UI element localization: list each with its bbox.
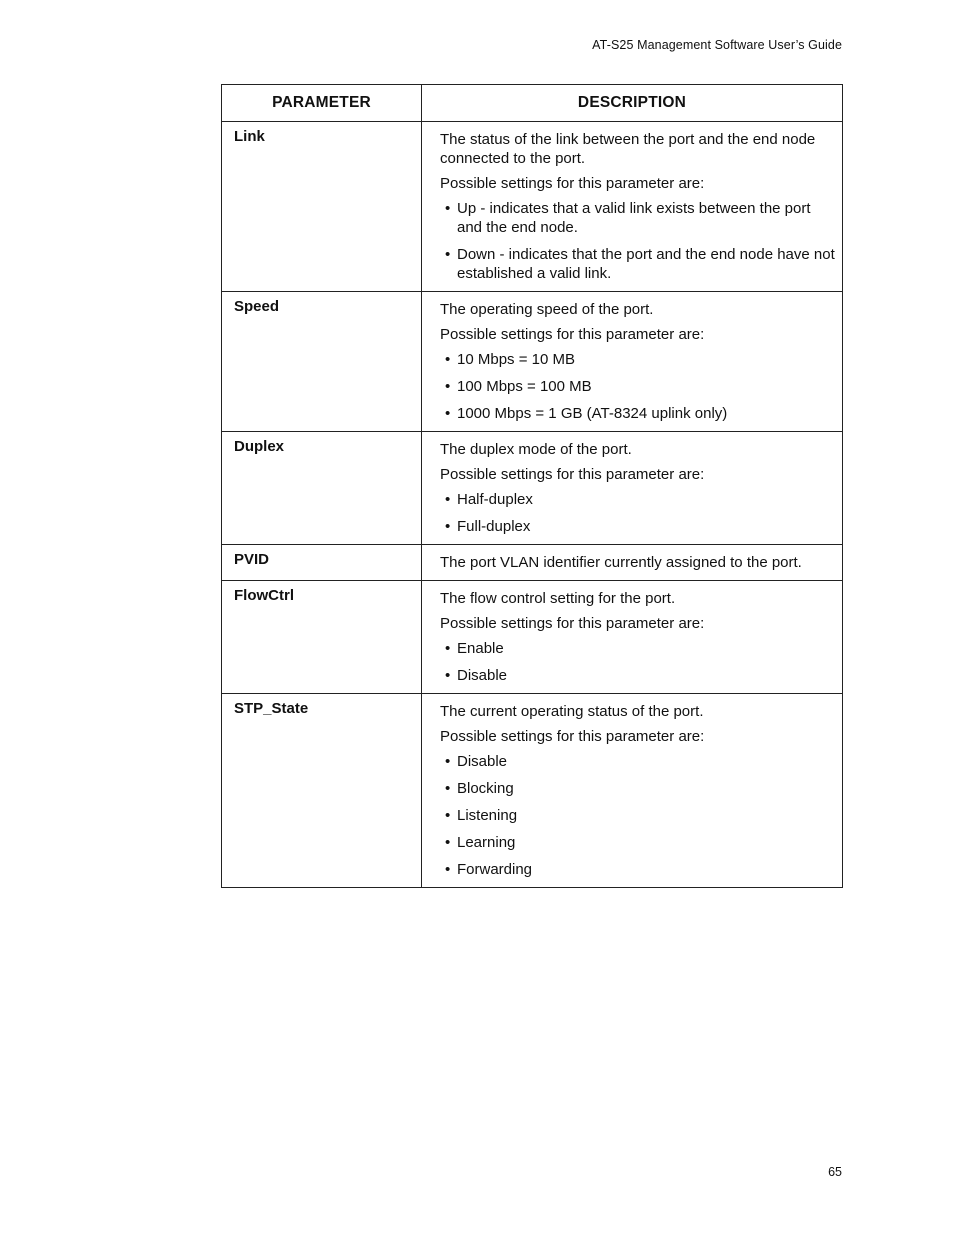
- settings-list-item: • Disable: [440, 752, 838, 771]
- parameter-name: Duplex: [222, 432, 422, 545]
- header-parameter: PARAMETER: [222, 85, 422, 122]
- settings-list: [440, 490, 838, 536]
- settings-list: [440, 350, 838, 423]
- description-text: Possible settings for this parameter are:: [440, 466, 705, 483]
- settings-list-item: • Enable: [440, 639, 838, 658]
- table-header-row: [222, 85, 843, 122]
- parameter-description: [422, 292, 843, 432]
- description-text: The status of the link between the port and the end node connected to the port.: [440, 131, 816, 167]
- settings-list: [440, 639, 838, 685]
- description-text: The duplex mode of the port.: [440, 441, 632, 458]
- description-text: The port VLAN identifier currently assigned to the port.: [440, 554, 802, 571]
- parameter-name: Speed: [222, 292, 422, 432]
- settings-list-item: • Disable: [440, 666, 838, 685]
- parameter-description: [422, 122, 843, 292]
- table-row: [222, 122, 843, 292]
- parameter-name: Link: [222, 122, 422, 292]
- table-row: [222, 432, 843, 545]
- header-description: DESCRIPTION: [422, 85, 843, 122]
- description-text: The operating speed of the port.: [440, 301, 654, 318]
- settings-list-item: • Blocking: [440, 779, 838, 798]
- description-text: The flow control setting for the port.: [440, 590, 676, 607]
- settings-list-item: • Forwarding: [440, 860, 838, 879]
- settings-list-item: • Half-duplex: [440, 490, 838, 509]
- table-row: [222, 694, 843, 888]
- settings-list-item: • Listening: [440, 806, 838, 825]
- table-body: [222, 122, 843, 888]
- settings-list-item: • Full-duplex: [440, 517, 838, 536]
- settings-list: [440, 199, 838, 283]
- settings-list-item: • 1000 Mbps = 1 GB (AT-8324 uplink only): [440, 404, 838, 423]
- settings-list-item: • Down - indicates that the port and the end node have not established a valid link.: [440, 245, 838, 283]
- parameter-description: [422, 581, 843, 694]
- settings-list-item: • Up - indicates that a valid link exists between the port and the end node.: [440, 199, 838, 237]
- table-row: [222, 545, 843, 581]
- description-text: Possible settings for this parameter are:: [440, 326, 705, 343]
- description-text: Possible settings for this parameter are:: [440, 615, 705, 632]
- running-header: AT-S25 Management Software User’s Guide: [592, 38, 842, 52]
- parameter-name: STP_State: [222, 694, 422, 888]
- parameter-description: [422, 432, 843, 545]
- parameter-table: [221, 84, 843, 888]
- settings-list-item: • Learning: [440, 833, 838, 852]
- parameter-description: [422, 694, 843, 888]
- table-row: [222, 292, 843, 432]
- settings-list-item: • 10 Mbps = 10 MB: [440, 350, 838, 369]
- description-text: The current operating status of the port.: [440, 703, 704, 720]
- page-number: 65: [828, 1165, 842, 1179]
- settings-list: [440, 752, 838, 879]
- description-text: Possible settings for this parameter are:: [440, 728, 705, 745]
- parameter-name: PVID: [222, 545, 422, 581]
- description-text: Possible settings for this parameter are:: [440, 175, 705, 192]
- parameter-description: [422, 545, 843, 581]
- parameter-name: FlowCtrl: [222, 581, 422, 694]
- table-row: [222, 581, 843, 694]
- settings-list-item: • 100 Mbps = 100 MB: [440, 377, 838, 396]
